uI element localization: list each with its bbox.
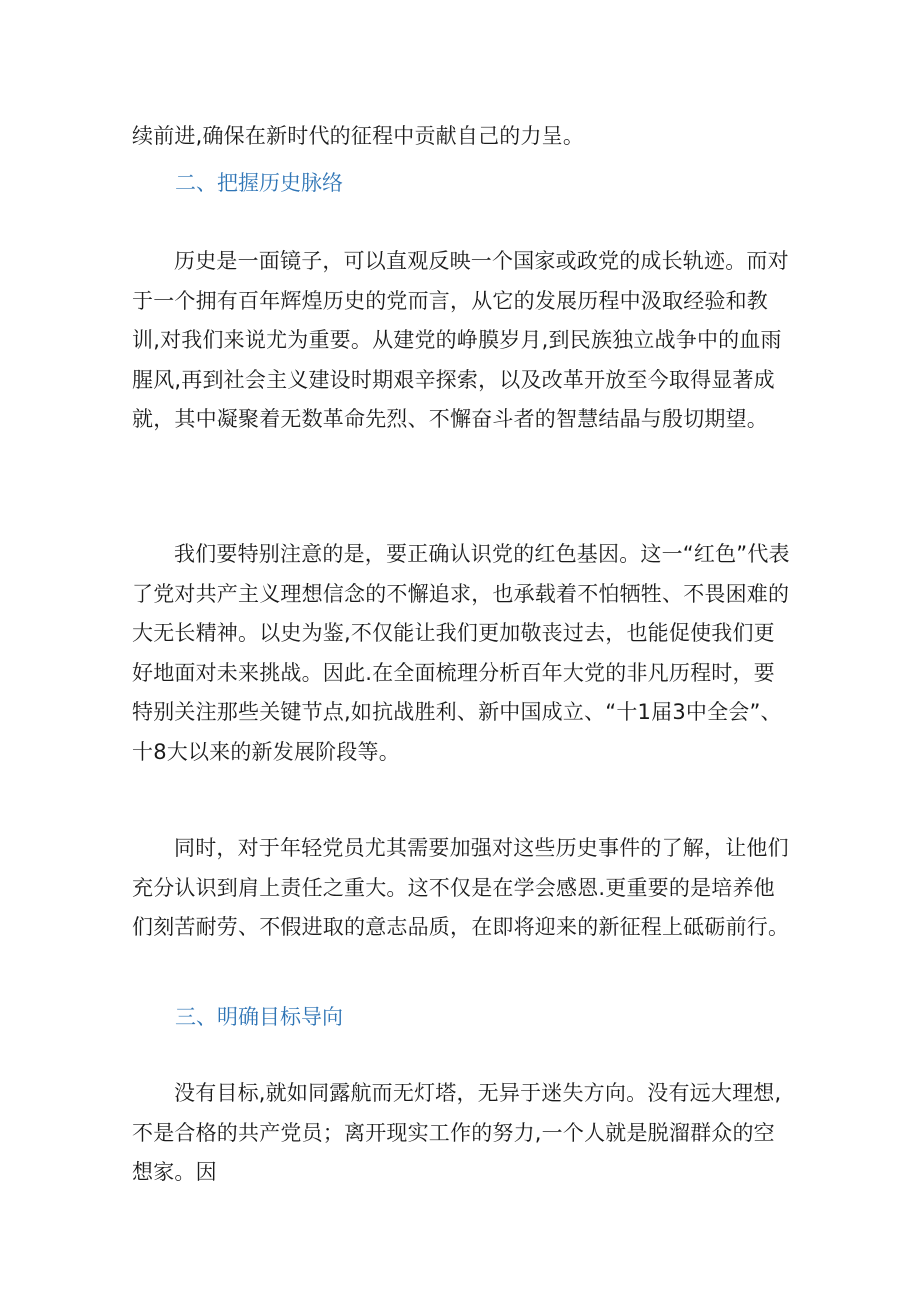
paragraph-young-members: 同时，对于年轻党员尤其需要加强对这些历史事件的了解，让他们充分认识到肩上责任之重大。这不仅是在学会感恩.更重要的是培养他们刻苦耐劳、不假进取的意志品质，在即将迎来的新征程上砥砺前行。 — [132, 836, 790, 939]
paragraph-history-mirror: 历史是一面镜子，可以直观反映一个国家或政党的成长轨迹。而对于一个拥有百年辉煌历史的党而言，从它的发展历程中汲取经验和教训,对我们来说尤为重要。从建党的峥膜岁月,到民族独立战争中的血雨腥风,再到社会主义建设时期艰辛探索，以及改革开放至今取得显著成就，其中凝聚着无数革命先烈、不懈奋斗者的智慧结晶与殷切期望。 — [132, 249, 789, 431]
continuation-paragraph: 续前进,确保在新时代的征程中贡献自己的力呈。 — [132, 124, 585, 148]
paragraph-red-gene: 我们要特别注意的是，要正确认识党的红色基因。这一“红色”代表了党对共产主义理想信念的不懈追求，也承载着不怕牺牲、不畏困难的大无长精神。以史为鉴,不仅能让我们更加敬丧过去，也能促使我们更好地面对未来挑战。因此.在全面梳理分析百年大党的非凡历程时，要特别关注那些关键节点,如抗战胜利、新中国成立、“十1届3中全会”、十8大以来的新发展阶段等。 — [132, 542, 790, 764]
section-heading-history: 二、把握历史脉络 — [175, 171, 343, 195]
section-heading-goals: 三、明确目标导向 — [175, 1005, 343, 1029]
paragraph-no-goal: 没有目标,就如同露航而无灯塔，无异于迷失方向。没有远大理想,不是合格的共产党员；离开现实工作的努力,一个人就是脱溜群众的空想家。因 — [132, 1081, 782, 1184]
